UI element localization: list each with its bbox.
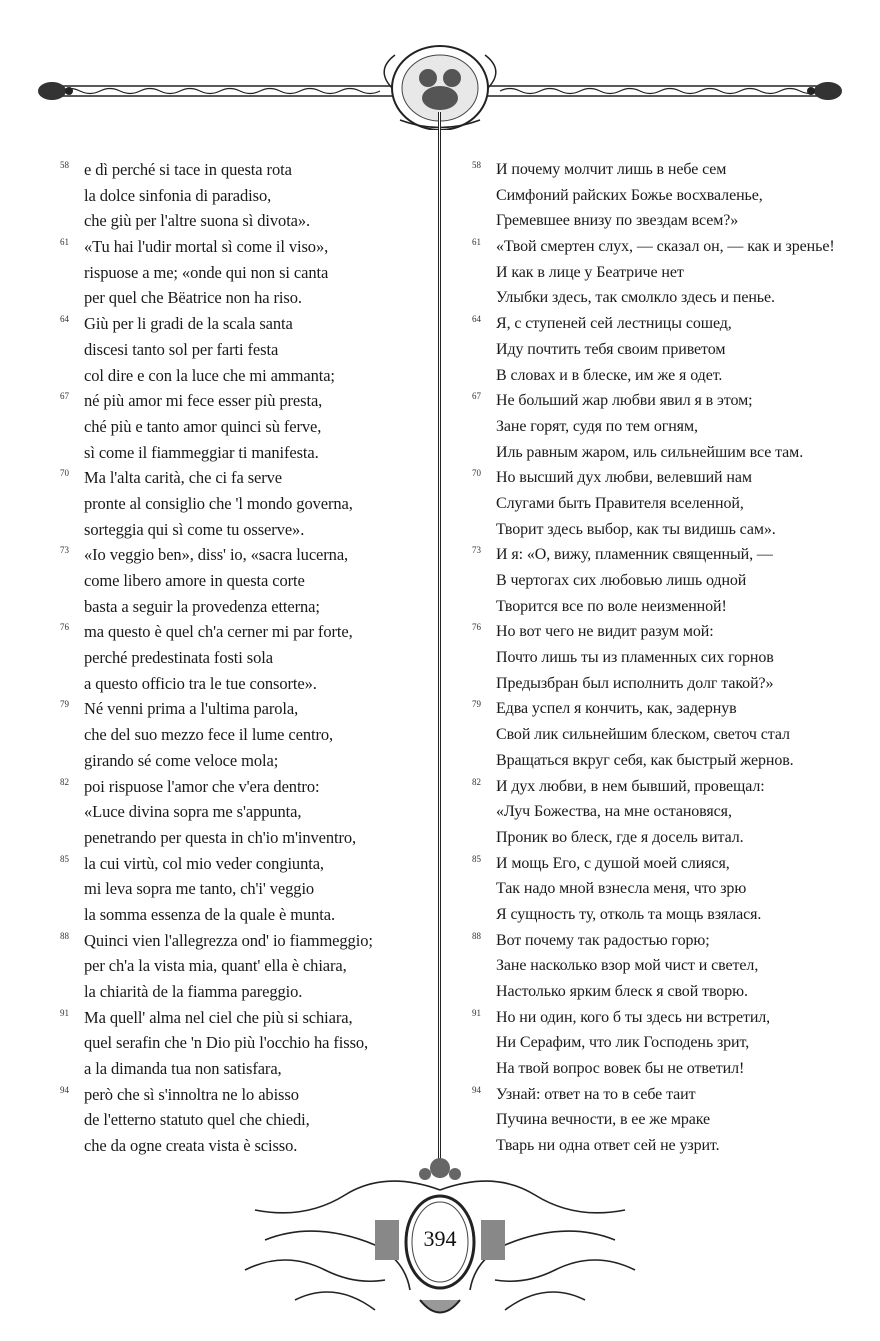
verse-line: Ни Серафим, что лик Господень зрит, — [496, 1034, 750, 1052]
verse-number: 73 — [60, 545, 69, 556]
verse-line: sorteggia qui sì come tu osserve». — [84, 519, 305, 539]
italian-tercet — [60, 619, 430, 696]
verse-line: Предызбран был исполнить долг такой?» — [496, 674, 774, 692]
verse-line: la somma essenza de la quale è munta. — [84, 904, 336, 924]
verse-line: Иль равным жаром, иль сильнейшим все там. — [496, 443, 804, 461]
verse-line: la chiarità de la fiamma pareggio. — [84, 982, 303, 1001]
verse-line: Но высший дух любви, велевший нам — [496, 469, 752, 487]
verse-line: «Luce divina sopra me s'appunta, — [84, 802, 302, 822]
verse-line: penetrando per questa in ch'io m'inventro, — [84, 827, 357, 847]
italian-tercet — [60, 774, 430, 851]
verse-number: 88 — [472, 930, 481, 941]
verse-line: Творится все по воле неизменной! — [496, 597, 727, 615]
verse-line: Вращаться вкруг себя, как быстрый жернов. — [496, 751, 794, 769]
verse-number: 73 — [472, 545, 481, 556]
verse-line: a questo officio tra le tue consorte». — [84, 673, 317, 693]
verse-line: И как в лице у Беатриче нет — [496, 263, 684, 281]
verse-line: Я сущность ту, отколь та мощь взялася. — [496, 905, 762, 923]
verse-line: Ma l'alta carità, che ci fa serve — [84, 468, 283, 488]
verse-line: Гремевшее внизу по звездам всем?» — [496, 212, 739, 230]
verse-line: Зане горят, судя по тем огням, — [496, 417, 698, 435]
verse-number: 91 — [60, 1007, 69, 1018]
russian-tercet — [472, 465, 852, 542]
verse-line: Узнай: ответ на то в себе таит — [496, 1085, 696, 1103]
verse-number: 76 — [472, 622, 481, 633]
verse-line: discesi tanto sol per farti festa — [84, 339, 279, 359]
russian-tercet — [472, 1005, 852, 1082]
verse-line: «Io veggio ben», diss' io, «sacra lucerna, — [84, 545, 349, 565]
verse-line: rispuose a me; «onde qui non si canta — [84, 262, 329, 282]
verse-line: Пучина вечности, в ее же мраке — [496, 1111, 711, 1129]
verse-line: В чертогах сих любовью лишь одной — [496, 572, 747, 589]
verse-number: 85 — [60, 853, 69, 864]
verse-line: И мощь Его, с душой моей слияся, — [496, 854, 730, 872]
italian-tercet — [60, 311, 430, 388]
verse-line: Но ни один, кого б ты здесь ни встретил, — [496, 1008, 771, 1026]
verse-line: И я: «О, вижу, пламенник священный, — — [496, 546, 773, 564]
verse-number: 88 — [60, 930, 69, 941]
verse-number: 79 — [472, 699, 481, 710]
verse-number: 79 — [60, 699, 69, 710]
verse-number: 94 — [472, 1084, 481, 1095]
russian-tercet — [472, 234, 852, 311]
verse-line: Улыбки здесь, так смолкло здесь и пенье. — [496, 289, 775, 307]
verse-line: mi leva sopra me tanto, ch'i' veggio — [84, 879, 315, 899]
verse-line: Свой лик сильнейшим блеском, светоч стал — [496, 726, 790, 744]
verse-line: de l'etterno statuto quel che chiedi, — [84, 1110, 310, 1130]
verse-line: «Твой смертен слух, — сказал он, — как и зренье! — [496, 238, 835, 256]
page-number: 394 — [423, 1226, 457, 1251]
russian-tercet — [472, 157, 852, 234]
verse-number: 67 — [60, 391, 69, 402]
verse-number: 70 — [472, 468, 481, 479]
verse-number: 82 — [472, 776, 481, 787]
russian-tercet — [472, 388, 852, 465]
russian-tercet — [472, 851, 852, 928]
italian-tercet — [60, 1005, 430, 1082]
verse-line: basta a seguir la provedenza etterna; — [84, 596, 320, 616]
verse-line: Творит здесь выбор, как ты видишь сам». — [496, 520, 776, 538]
verse-line: col dire e con la luce che mi ammanta; — [84, 365, 335, 385]
verse-line: a la dimanda tua non satisfara, — [84, 1059, 282, 1079]
verse-line: Иду почтить тебя своим приветом — [496, 340, 726, 358]
russian-tercet — [472, 774, 852, 851]
russian-tercet — [472, 1082, 852, 1159]
italian-tercet — [60, 696, 430, 773]
verse-line: Слугами быть Правителя вселенной, — [496, 494, 744, 512]
verse-line: Едва успел я кончить, как, задернув — [496, 700, 737, 718]
verse-line: ché più e tanto amor quinci sù ferve, — [84, 416, 322, 436]
verse-line: Ma quell' alma nel ciel che più si schiara, — [84, 1007, 353, 1027]
italian-tercet — [60, 1082, 430, 1159]
verse-line: che da ogne creata vista è scisso. — [84, 1136, 298, 1156]
italian-tercet — [60, 542, 430, 619]
verse-line: Я, с ступеней сей лестницы сошед, — [496, 315, 732, 333]
verse-line: né più amor mi fece esser più presta, — [84, 391, 323, 411]
verse-line: pronte al consiglio che 'l mondo governa, — [84, 493, 353, 513]
verse-line: В словах и в блеске, им же я одет. — [496, 366, 723, 384]
verse-line: perché predestinata fosti sola — [84, 648, 273, 668]
verse-line: И дух любви, в нем бывший, провещал: — [496, 777, 765, 795]
verse-line: Giù per li gradi de la scala santa — [84, 314, 293, 334]
verse-line: per ch'a la vista mia, quant' ella è chiara, — [84, 956, 347, 976]
italian-tercet — [60, 851, 430, 928]
verse-line: «Луч Божества, на мне остановяся, — [496, 803, 732, 821]
verse-number: 67 — [472, 391, 481, 402]
verse-number: 76 — [60, 622, 69, 633]
verse-line: На твой вопрос вовек бы не ответил! — [496, 1060, 745, 1078]
italian-tercet — [60, 388, 430, 465]
verse-line: Вот почему так радостью горю; — [496, 931, 710, 949]
center-divider — [438, 112, 441, 1162]
verse-line: quel serafin che 'n Dio più l'occhio ha fisso, — [84, 1033, 369, 1053]
verse-line: però che sì s'innoltra ne lo abisso — [84, 1084, 299, 1104]
verse-line: Quinci vien l'allegrezza ond' io fiammeggio; — [84, 930, 373, 950]
russian-tercet — [472, 542, 852, 619]
verse-line: come libero amore in questa corte — [84, 571, 305, 590]
verse-line: Тварь ни одна ответ сей не узрит. — [496, 1137, 720, 1155]
verse-number: 82 — [60, 776, 69, 787]
verse-number: 91 — [472, 1007, 481, 1018]
italian-tercet — [60, 234, 430, 311]
verse-line: che giù per l'altre suona sì divota». — [84, 211, 311, 231]
verse-line: che del suo mezzo fece il lume centro, — [84, 725, 334, 745]
verse-line: И почему молчит лишь в небе сем — [496, 161, 727, 178]
verse-line: Проник во блеск, где я досель витал. — [496, 828, 744, 846]
russian-tercet — [472, 311, 852, 388]
verse-line: Симфоний райских Божье восхваленье, — [496, 186, 763, 204]
verse-line: «Tu hai l'udir mortal sì come il viso», — [84, 237, 329, 257]
verse-number: 58 — [60, 160, 69, 170]
verse-number: 58 — [472, 160, 481, 170]
verse-number: 61 — [60, 237, 69, 248]
verse-line: Но вот чего не видит разум мой: — [496, 623, 714, 641]
verse-line: Не больший жар любви явил я в этом; — [496, 392, 753, 410]
verse-line: sì come il fiammeggiar ti manifesta. — [84, 442, 319, 462]
verse-line: Так надо мной взнесла меня, что зрю — [496, 880, 747, 898]
italian-tercet — [60, 157, 430, 234]
verse-line: Почто лишь ты из пламенных сих горнов — [496, 649, 774, 667]
russian-tercet — [472, 696, 852, 773]
verse-number: 64 — [60, 314, 69, 325]
verse-number: 61 — [472, 237, 481, 248]
verse-number: 85 — [472, 853, 481, 864]
verse-line: la cui virtù, col mio veder congiunta, — [84, 853, 324, 873]
russian-tercet — [472, 928, 852, 1005]
verse-number: 94 — [60, 1084, 69, 1095]
verse-line: girando sé come veloce mola; — [84, 750, 279, 770]
verse-line: Зане насколько взор мой чист и светел, — [496, 957, 759, 975]
italian-column — [60, 157, 430, 1159]
verse-line: per quel che Bëatrice non ha riso. — [84, 288, 302, 308]
italian-tercet — [60, 928, 430, 1005]
verse-number: 70 — [60, 468, 69, 479]
verse-line: ma questo è quel ch'a cerner mi par forte, — [84, 622, 353, 642]
italian-tercet — [60, 465, 430, 542]
verse-line: Настолько ярким блеск я свой творю. — [496, 983, 748, 1000]
verse-line: e dì perché si tace in questa rota — [84, 160, 292, 179]
verse-number: 64 — [472, 314, 481, 325]
verse-line: poi rispuose l'amor che v'era dentro: — [84, 776, 320, 796]
verse-line: Né venni prima a l'ultima parola, — [84, 699, 299, 719]
verse-line: la dolce sinfonia di paradiso, — [84, 185, 272, 205]
russian-column — [472, 157, 852, 1159]
russian-tercet — [472, 619, 852, 696]
